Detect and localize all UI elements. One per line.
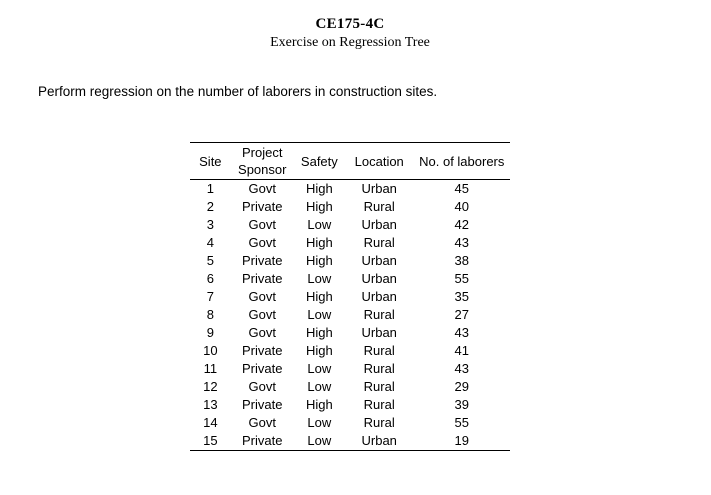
sponsor-cell: Private xyxy=(242,253,283,268)
safety-cell: High xyxy=(305,199,333,214)
site-cell: 7 xyxy=(206,289,214,304)
table-row xyxy=(190,252,510,270)
table-row xyxy=(190,414,510,432)
sponsor-cell: Private xyxy=(242,271,283,286)
table-body xyxy=(190,180,510,451)
laborers-cell: 55 xyxy=(454,415,469,430)
sponsor-cell: Govt xyxy=(248,379,276,394)
sponsor-cell: Private xyxy=(242,433,283,448)
laborers-cell: 41 xyxy=(454,343,469,358)
sponsor-cell: Govt xyxy=(248,325,276,340)
header-location: Location xyxy=(354,153,404,169)
location-cell: Urban xyxy=(361,289,397,304)
table-row xyxy=(190,198,510,216)
site-cell: 14 xyxy=(203,415,218,430)
safety-cell: Low xyxy=(307,217,332,232)
laborers-cell: 43 xyxy=(454,361,469,376)
sponsor-cell: Govt xyxy=(248,235,276,250)
sponsor-cell: Private xyxy=(242,397,283,412)
table-row xyxy=(190,342,510,360)
site-cell: 12 xyxy=(203,379,218,394)
laborers-cell: 43 xyxy=(454,235,469,250)
table-row xyxy=(190,396,510,414)
location-cell: Urban xyxy=(361,181,397,196)
location-cell: Urban xyxy=(361,433,397,448)
header-safety: Safety xyxy=(300,153,338,169)
table-row xyxy=(190,234,510,252)
table-row xyxy=(190,306,510,324)
location-cell: Urban xyxy=(361,253,397,268)
table-row xyxy=(190,288,510,306)
laborers-cell: 55 xyxy=(454,271,469,286)
safety-cell: High xyxy=(305,181,333,196)
table-row xyxy=(190,378,510,396)
location-cell: Urban xyxy=(361,271,397,286)
sponsor-cell: Private xyxy=(242,343,283,358)
sponsor-cell: Govt xyxy=(248,289,276,304)
table-row xyxy=(190,432,510,451)
safety-cell: High xyxy=(305,397,333,412)
laborers-cell: 38 xyxy=(454,253,469,268)
sponsor-cell: Govt xyxy=(248,415,276,430)
safety-cell: Low xyxy=(307,433,332,448)
site-cell: 3 xyxy=(206,217,214,232)
site-cell: 11 xyxy=(203,361,218,376)
location-cell: Rural xyxy=(363,307,395,322)
location-cell: Urban xyxy=(361,217,397,232)
site-cell: 15 xyxy=(203,433,218,448)
laborers-table xyxy=(190,142,510,451)
site-cell: 2 xyxy=(206,199,214,214)
laborers-cell: 19 xyxy=(454,433,469,448)
document-title: CE175-4C xyxy=(315,16,385,32)
site-cell: 4 xyxy=(206,235,214,250)
sponsor-cell: Private xyxy=(242,199,283,214)
safety-cell: High xyxy=(305,235,333,250)
table-row xyxy=(190,360,510,378)
laborers-cell: 35 xyxy=(454,289,469,304)
location-cell: Rural xyxy=(363,415,395,430)
location-cell: Rural xyxy=(363,397,395,412)
safety-cell: Low xyxy=(307,271,332,286)
table-row xyxy=(190,324,510,342)
site-cell: 8 xyxy=(206,307,214,322)
table-header-row xyxy=(190,143,510,180)
laborers-cell: 40 xyxy=(454,199,469,214)
header-project-sponsor: Project Sponsor xyxy=(238,145,287,177)
safety-cell: Low xyxy=(307,379,332,394)
laborers-cell: 42 xyxy=(454,217,469,232)
laborers-cell: 27 xyxy=(454,307,469,322)
instruction-text: Perform regression on the number of laborers in construction sites. xyxy=(38,84,438,99)
site-cell: 1 xyxy=(206,181,214,196)
site-cell: 9 xyxy=(206,325,214,340)
site-cell: 6 xyxy=(206,271,214,286)
site-cell: 10 xyxy=(203,343,218,358)
safety-cell: High xyxy=(305,289,333,304)
laborers-cell: 45 xyxy=(454,181,469,196)
location-cell: Rural xyxy=(363,379,395,394)
laborers-cell: 39 xyxy=(454,397,469,412)
safety-cell: Low xyxy=(307,415,332,430)
safety-cell: High xyxy=(305,325,333,340)
header-no-of-laborers: No. of laborers xyxy=(419,153,505,169)
safety-cell: High xyxy=(305,343,333,358)
sponsor-cell: Govt xyxy=(248,307,276,322)
safety-cell: Low xyxy=(307,361,332,376)
sponsor-cell: Private xyxy=(242,361,283,376)
sponsor-cell: Govt xyxy=(248,217,276,232)
location-cell: Rural xyxy=(363,343,395,358)
table-row xyxy=(190,270,510,288)
site-cell: 5 xyxy=(206,253,214,268)
laborers-cell: 29 xyxy=(454,379,469,394)
document-subtitle: Exercise on Regression Tree xyxy=(270,35,430,50)
table-row xyxy=(190,216,510,234)
location-cell: Rural xyxy=(363,361,395,376)
header-site: Site xyxy=(199,153,222,169)
table-row xyxy=(190,180,510,199)
laborers-cell: 43 xyxy=(454,325,469,340)
safety-cell: High xyxy=(305,253,333,268)
site-cell: 13 xyxy=(203,397,218,412)
location-cell: Rural xyxy=(363,199,395,214)
safety-cell: Low xyxy=(307,307,332,322)
sponsor-cell: Govt xyxy=(248,181,276,196)
location-cell: Rural xyxy=(363,235,395,250)
location-cell: Urban xyxy=(361,325,397,340)
